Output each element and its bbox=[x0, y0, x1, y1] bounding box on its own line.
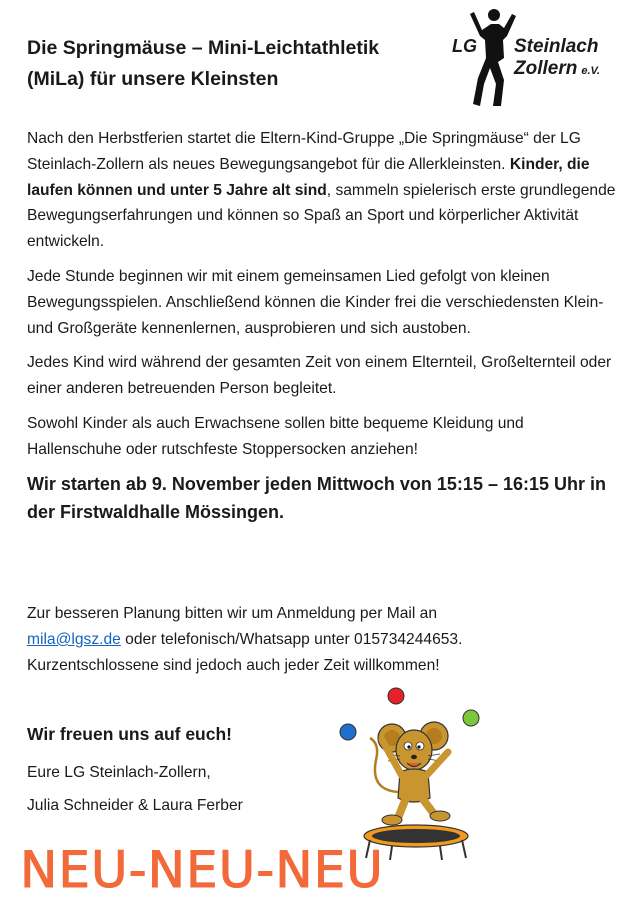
page-title bbox=[27, 33, 457, 95]
club-logo bbox=[452, 6, 630, 106]
intro-bold: Kinder, die laufen können und unter 5 Jahre alt sind bbox=[27, 155, 590, 199]
paragraph-intro bbox=[27, 126, 617, 255]
mouse-icon bbox=[370, 722, 450, 825]
contact-phone-text: oder telefonisch/Whatsapp unter 015734244653. bbox=[120, 631, 463, 648]
paragraph-clothing: Sowohl Kinder als auch Erwachsene sollen bitte bequeme Kleidung und Hallenschuhe oder rutschfeste Stoppersocken anziehen! bbox=[27, 414, 524, 458]
intro-text-b: , sammeln spielerisch erste grundlegende Bewegungserfahrungen und können so Spaß an Sport und körperlicher Aktivität entwickeln. bbox=[27, 181, 616, 251]
title-line-1: Die Springmäuse – Mini-Leichtathletik bbox=[27, 37, 380, 59]
paragraph-supervision: Jedes Kind wird während der gesamten Zeit von einem Elternteil, Großelternteil oder einer anderen betreuenden Person begleitet. bbox=[27, 354, 612, 398]
contact-line-1: Zur besseren Planung bitten wir um Anmeldung per Mail an bbox=[27, 605, 437, 622]
logo-zollern: Zollern bbox=[514, 58, 578, 79]
logo-ev: e.V. bbox=[581, 65, 600, 77]
contact-line-2 bbox=[27, 627, 617, 653]
blue-ball-icon bbox=[340, 724, 356, 740]
logo-lg: LG bbox=[452, 36, 477, 56]
title-line-2: (MiLa) für unsere Kleinsten bbox=[27, 68, 279, 90]
new-banner: NEU-NEU-NEU bbox=[20, 841, 384, 899]
signature-club: Eure LG Steinlach-Zollern, bbox=[27, 764, 211, 781]
paragraph-schedule-content: Jede Stunde beginnen wir mit einem gemeinsamen Lied gefolgt von kleinen Bewegungsspielen. Anschließend können die Kinder frei die verschiedensten Klein-und Großgeräte kennenlernen, ausprobieren und sich austoben. bbox=[27, 267, 604, 337]
juggling-mouse-illustration bbox=[330, 680, 480, 860]
contact-line-3: Kurzentschlossene sind jedoch auch jeder Zeit willkommen! bbox=[27, 657, 440, 674]
signature-names: Julia Schneider & Laura Ferber bbox=[27, 797, 243, 814]
paragraph-start-date: Wir starten ab 9. November jeden Mittwoch von 15:15 – 16:15 Uhr in der Firstwaldhalle Mössingen. bbox=[27, 473, 606, 522]
contact-section bbox=[27, 601, 617, 679]
red-ball-icon bbox=[388, 688, 404, 704]
greeting: Wir freuen uns auf euch! bbox=[27, 724, 233, 744]
intro-text-a: Nach den Herbstferien startet die Eltern-Kind-Gruppe „Die Springmäuse“ der LG Steinlach-Zollern als neues Bewegungsangebot für die Allerkleinsten. bbox=[27, 130, 581, 173]
logo-zollern-line bbox=[514, 58, 600, 80]
email-link[interactable]: mila@lgsz.de bbox=[27, 631, 121, 648]
green-ball-icon bbox=[463, 710, 479, 726]
logo-steinlach: Steinlach bbox=[514, 36, 599, 57]
article-body bbox=[27, 126, 617, 535]
